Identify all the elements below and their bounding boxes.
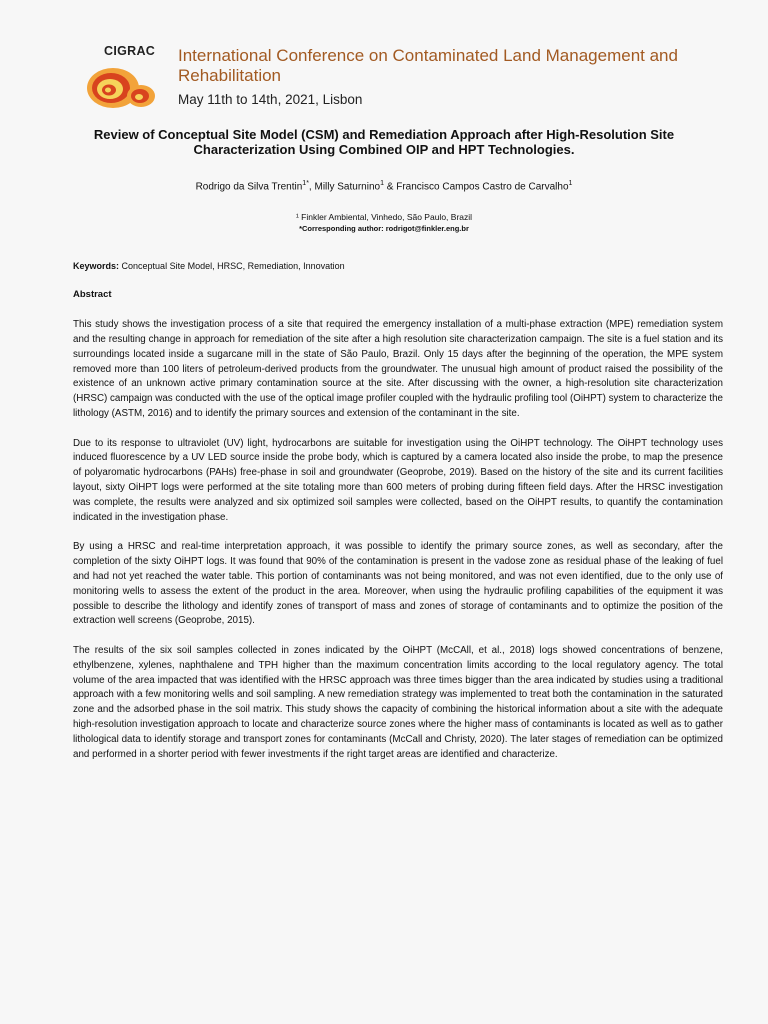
keywords-list: Conceptual Site Model, HRSC, Remediation, Innovation	[121, 261, 345, 271]
abstract-paragraph: The results of the six soil samples collected in zones indicated by the OiHPT (McCAll, et al., 2018) logs showed concentrations of benzene, ethylbenzene, xylenes, naphthalene and TPH higher than the maximum concentration limits according to the local regulatory agency. The total volume of the area impacted that was identified with the HRSC approach was three times bigger than the area indicated by studies using a traditional approach with a few monitoring wells and soil sampling. A new remediation strategy was implemented to treat both the contamination in the saturated zone and the adsorbed phase in the soil matrix. This study shows the capacity of combining the historical information about a site with the adequate high-resolution investigation approach to locate and characterize source zones where the higher mass of contaminants is located as well as to gather lithological data to identify storage and transport zones for contaminants (McCall and Christy, 2020). The later stages of remediation can be optimized and performed in a shorter period with fewer investments if the right target areas are identified and characterize.	[73, 644, 723, 760]
author-affil-marker: 1*	[302, 180, 309, 187]
abstract-paragraph: By using a HRSC and real-time interpretation approach, it was possible to identify the primary source zones, as well as secondary, after the completion of the sixty OiHPT logs. It was found that 90% of the contamination is present in the vadose zone as residual phase of the leaking of fuel and had not yet reached the water table. This portion of contaminants was not being monitored, and was not even identified, due to the only use of monitoring wells to assess the extent of the product in the area. Moreover, when using the hydraulic profiling capabilities of the equipment it was possible to describe the lithology and identify zones of transport of mass and zones of storage of contaminants and to optimize the position of the extraction well screens (Geoprobe, 2015).	[73, 541, 723, 627]
author-name: Francisco Campos Castro de Carvalho	[396, 181, 569, 193]
abstract-body	[73, 318, 723, 777]
conference-dates: May 11th to 14th, 2021, Lisbon	[178, 92, 363, 107]
author-name: Rodrigo da Silva Trentin	[195, 181, 303, 193]
author-list: Rodrigo da Silva Trentin$^{1*}$, Milly Saturnino$^1$ & Francisco Campos Castro de Carvalho$^1$	[195, 180, 573, 193]
affiliation: ¹ Finkler Ambiental, Vinhedo, São Paulo, Brazil	[295, 212, 473, 222]
abstract-heading: Abstract	[73, 289, 112, 300]
affiliation-block	[60, 211, 708, 235]
abstract-paragraph: Due to its response to ultraviolet (UV) light, hydrocarbons are suitable for investigation using the OiHPT technology. The OiHPT technology uses induced fluorescence by a UV LED source inside the probe body, which is captured by a camera located also inside the probe, to map the presence of polyaromatic hydrocarbons (PAHs) free-phase in soil and groundwater (Geoprobe, 2019). Based on the history of the site and its current facilities layout, sixty OiHPT logs were performed at the site totaling more than 600 meters of probing during fifteen field days. After the HRSC investigation was complete, the results were analyzed and six optimized soil samples were collected, based on the OiHPT results, to quantify the contamination indicated in the investigation phase.	[73, 437, 723, 523]
author-affil-marker: 1	[568, 180, 573, 187]
keywords-line	[73, 261, 703, 271]
author-name: Milly Saturnino	[314, 181, 381, 193]
conference-title: International Conference on Contaminated Land Management and Rehabilitation	[178, 46, 678, 85]
corresponding-author: *Corresponding author: rodrigot@finkler.eng.br	[299, 224, 469, 233]
abstract-paragraph: This study shows the investigation process of a site that required the emergency installation of a multi-phase extraction (MPE) remediation system and the resulting change in approach for remediation of the site after a high resolution site characterization campaign. The site is a fuel station and its surroundings located inside a sugarcane mill in the state of São Paulo, Brazil. Only 15 days after the beginning of the operation, the MPE system removed more than 100 liters of petroleum-derived products from the groundwater. The unusual high amount of product raised the possibility of the existence of an unknown active primary contamination source at the site. After discussing with the owner, a high-resolution site characterization (HRSC) campaign was conducted with the use of the optical image profiler coupled with the hydraulic profiling tool (OiHPT) system to characterize the lithology (ASTM, 2016) and to identify the primary sources and extension of the contaminant in the site.	[73, 319, 723, 420]
keywords-label: Keywords:	[73, 261, 120, 271]
author-affil-marker: 1	[380, 180, 384, 187]
paper-title: Review of Conceptual Site Model (CSM) and Remediation Approach after High-Resolution Site Characterization Using Combined OIP and HPT Technologies.	[93, 127, 675, 157]
logo-wordmark: CIGRAC	[104, 44, 156, 58]
